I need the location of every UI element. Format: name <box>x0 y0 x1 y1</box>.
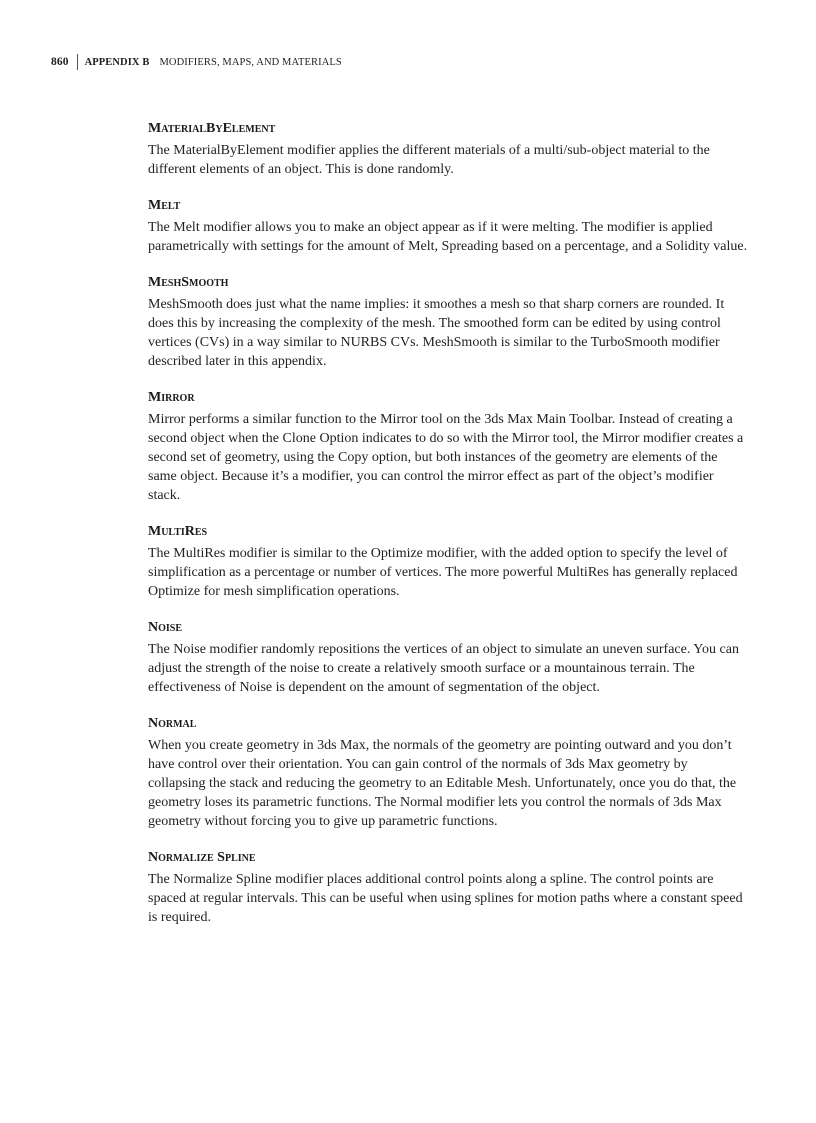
entry-normalize-spline <box>148 849 748 927</box>
entry-heading: MaterialByElement <box>148 121 276 136</box>
page-number: 860 <box>51 56 69 68</box>
entry-materialbyelement <box>148 120 748 179</box>
entry-melt <box>148 197 748 256</box>
entry-body: Mirror performs a similar function to the Mirror tool on the 3ds Max Main Toolbar. Instead of creating a second object when the Clone Option indicates to do so with the Mirror tool, the Mirror modifier creates a second set of geometry, using the Copy option, but both instances of the geometry are elements of the same object. Because it’s a modifier, you can control the mirror effect as part of the object’s modifier stack. <box>148 412 744 503</box>
entry-heading: MeshSmooth <box>148 275 229 290</box>
entry-heading: Noise <box>148 620 183 635</box>
entry-body: The Normalize Spline modifier places additional control points along a spline. The control points are spaced at regular intervals. This can be useful when using splines for motion paths where a constant speed is required. <box>148 872 743 925</box>
entry-meshsmooth <box>148 274 748 371</box>
entry-body: The Melt modifier allows you to make an object appear as if it were melting. The modifier is applied parametrically with settings for the amount of Melt, Spreading based on a percentage, and a Solidity value. <box>148 220 748 254</box>
entry-mirror <box>148 389 748 505</box>
entry-heading: Normalize Spline <box>148 850 256 865</box>
entry-body: The MultiRes modifier is similar to the Optimize modifier, with the added option to specify the level of simplification as a percentage or number of vertices. The more powerful MultiRes has generally replaced Optimize for mesh simplification operations. <box>148 546 738 599</box>
entry-multires <box>148 523 748 601</box>
entry-body: When you create geometry in 3ds Max, the normals of the geometry are pointing outward and you don’t have control over their orientation. You can gain control of the normals of 3ds Max geometry by collapsing the stack and reducing the geometry to an Editable Mesh. Unfortunately, once you do that, the geometry loses its parametric functions. The Normal modifier lets you control the normals of 3ds Max geometry without forcing you to give up parametric functions. <box>148 738 737 829</box>
entry-heading: Melt <box>148 198 181 213</box>
entry-heading: Mirror <box>148 390 195 405</box>
entry-body: MeshSmooth does just what the name implies: it smoothes a mesh so that sharp corners are rounded. It does this by increasing the complexity of the mesh. The smoothed form can be edited by using control vertices (CVs) in a way similar to NURBS CVs. MeshSmooth is similar to the TurboSmooth modifier described later in this appendix. <box>148 297 725 369</box>
page-content <box>148 120 748 945</box>
chapter-title: MODIFIERS, MAPS, AND MATERIALS <box>159 56 342 68</box>
running-header <box>51 54 342 70</box>
entry-body: The MaterialByElement modifier applies the different materials of a multi/sub-object material to the different elements of an object. This is done randomly. <box>148 143 710 177</box>
entry-heading: MultiRes <box>148 524 208 539</box>
entry-noise <box>148 619 748 697</box>
entry-heading: Normal <box>148 716 197 731</box>
entry-body: The Noise modifier randomly repositions the vertices of an object to simulate an uneven surface. You can adjust the strength of the noise to create a relatively smooth surface or a mountainous terrain. The effectiveness of Noise is dependent on the amount of segmentation of the object. <box>148 642 739 695</box>
header-divider <box>77 54 78 70</box>
entry-normal <box>148 715 748 831</box>
appendix-label: APPENDIX B <box>84 56 150 68</box>
